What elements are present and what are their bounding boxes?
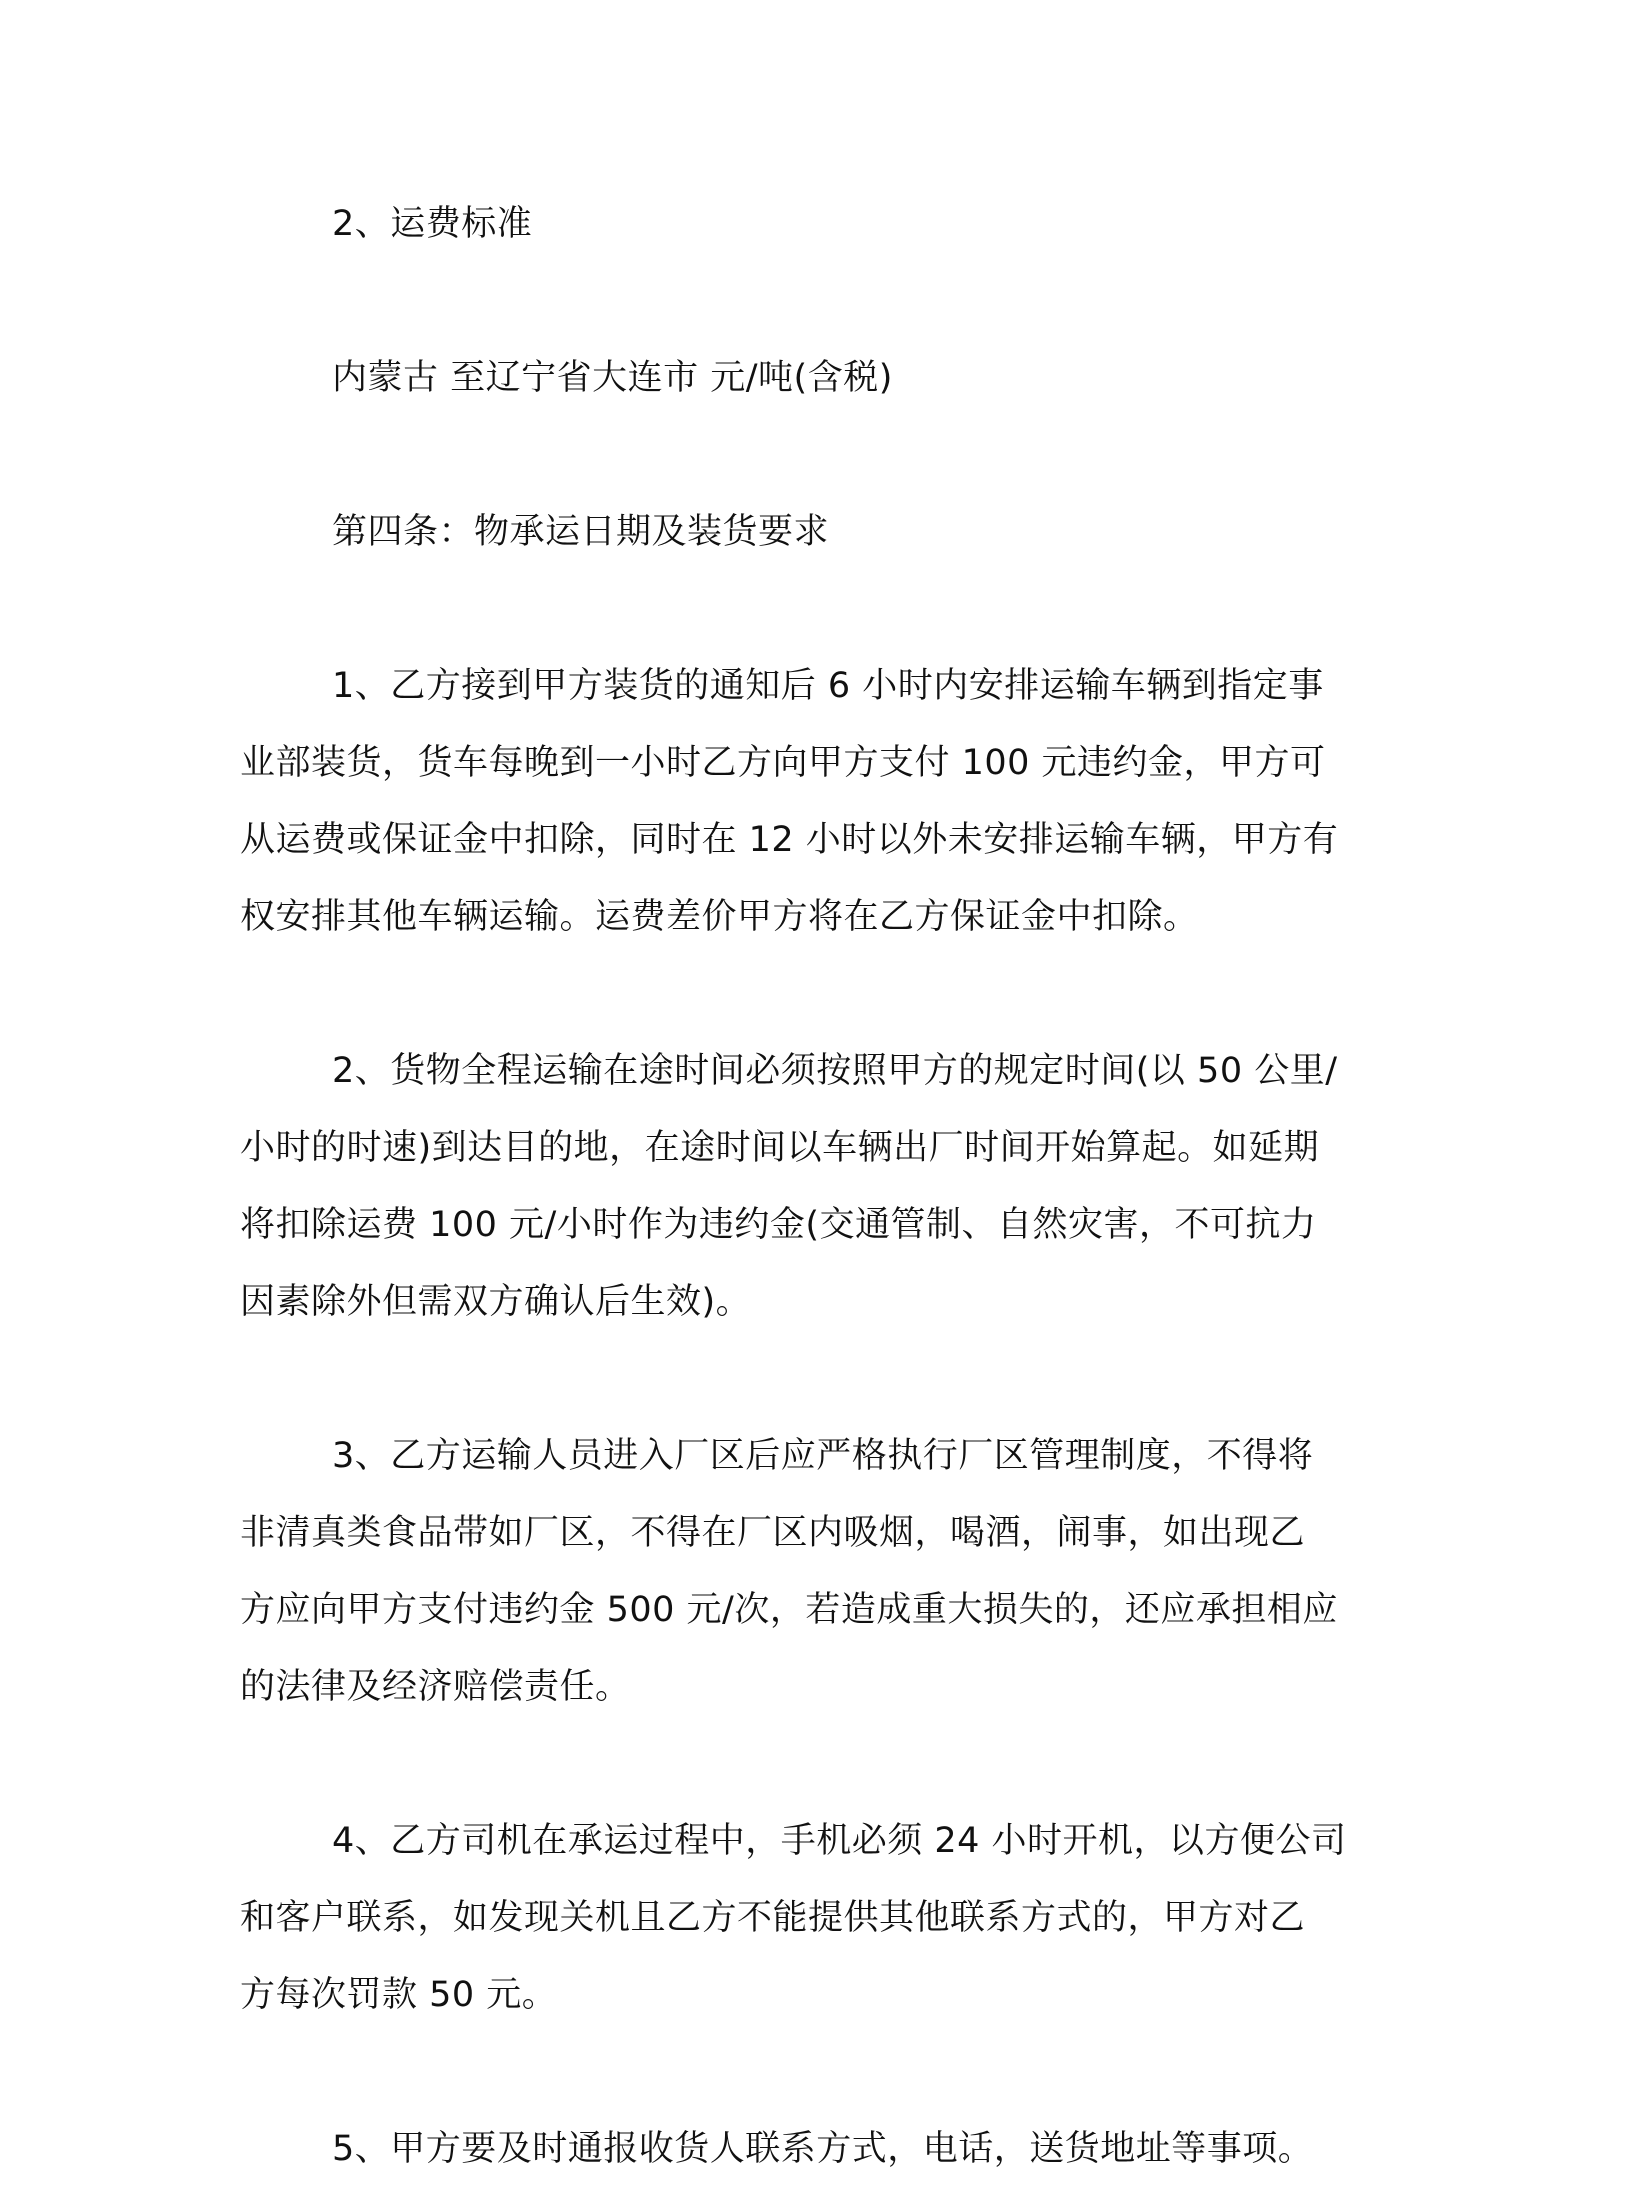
paragraph-1-line: 1、乙方接到甲方装货的通知后 6 小时内安排运输车辆到指定事 — [332, 666, 1324, 706]
spacer — [240, 417, 1380, 494]
spacer — [240, 1726, 1380, 1803]
paragraph-1-line: 业部装货，货车每晚到一小时乙方向甲方支付 100 元违约金，甲方可 — [240, 743, 1326, 783]
spacer — [240, 263, 1380, 340]
article-four-title: 第四条：物承运日期及装货要求 — [332, 512, 830, 552]
paragraph-5 — [240, 2111, 1380, 2188]
paragraph-4-line: 4、乙方司机在承运过程中，手机必须 24 小时开机，以方便公司 — [332, 1821, 1347, 1861]
paragraph-3-line: 3、乙方运输人员进入厂区后应严格执行厂区管理制度，不得将 — [332, 1436, 1314, 1476]
paragraph-3-line: 的法律及经济赔偿责任。 — [240, 1667, 631, 1707]
paragraph-1 — [240, 648, 1380, 956]
paragraph-3-line: 方应向甲方支付违约金 500 元/次，若造成重大损失的，还应承担相应 — [240, 1590, 1338, 1630]
paragraph-4-line: 和客户联系，如发现关机且乙方不能提供其他联系方式的，甲方对乙 — [240, 1898, 1306, 1938]
document-body — [240, 186, 1380, 2188]
spacer — [240, 2034, 1380, 2111]
paragraph-5-line: 5、甲方要及时通报收货人联系方式，电话，送货地址等事项。 — [332, 2129, 1314, 2169]
paragraph-3 — [240, 1418, 1380, 1726]
paragraph-2-line: 小时的时速)到达目的地，在途时间以车辆出厂时间开始算起。如延期 — [240, 1128, 1320, 1168]
paragraph-3-line: 非清真类食品带如厂区，不得在厂区内吸烟，喝酒，闹事，如出现乙 — [240, 1513, 1306, 1553]
spacer — [240, 956, 1380, 1033]
paragraph-2-line: 因素除外但需双方确认后生效)。 — [240, 1282, 752, 1322]
paragraph-2-line: 将扣除运费 100 元/小时作为违约金(交通管制、自然灾害，不可抗力 — [240, 1205, 1317, 1245]
paragraph-4-line: 方每次罚款 50 元。 — [240, 1975, 558, 2015]
section-heading-freight: 2、运费标准 — [332, 204, 533, 244]
route-rate-line: 内蒙古 至辽宁省大连市 元/吨(含税) — [332, 358, 893, 398]
spacer — [240, 571, 1380, 648]
spacer — [240, 1341, 1380, 1418]
paragraph-2-line: 2、货物全程运输在途时间必须按照甲方的规定时间(以 50 公里/ — [332, 1051, 1338, 1091]
paragraph-2 — [240, 1033, 1380, 1341]
paragraph-4 — [240, 1803, 1380, 2034]
paragraph-1-line: 权安排其他车辆运输。运费差价甲方将在乙方保证金中扣除。 — [240, 897, 1199, 937]
paragraph-1-line: 从运费或保证金中扣除，同时在 12 小时以外未安排运输车辆，甲方有 — [240, 820, 1339, 860]
